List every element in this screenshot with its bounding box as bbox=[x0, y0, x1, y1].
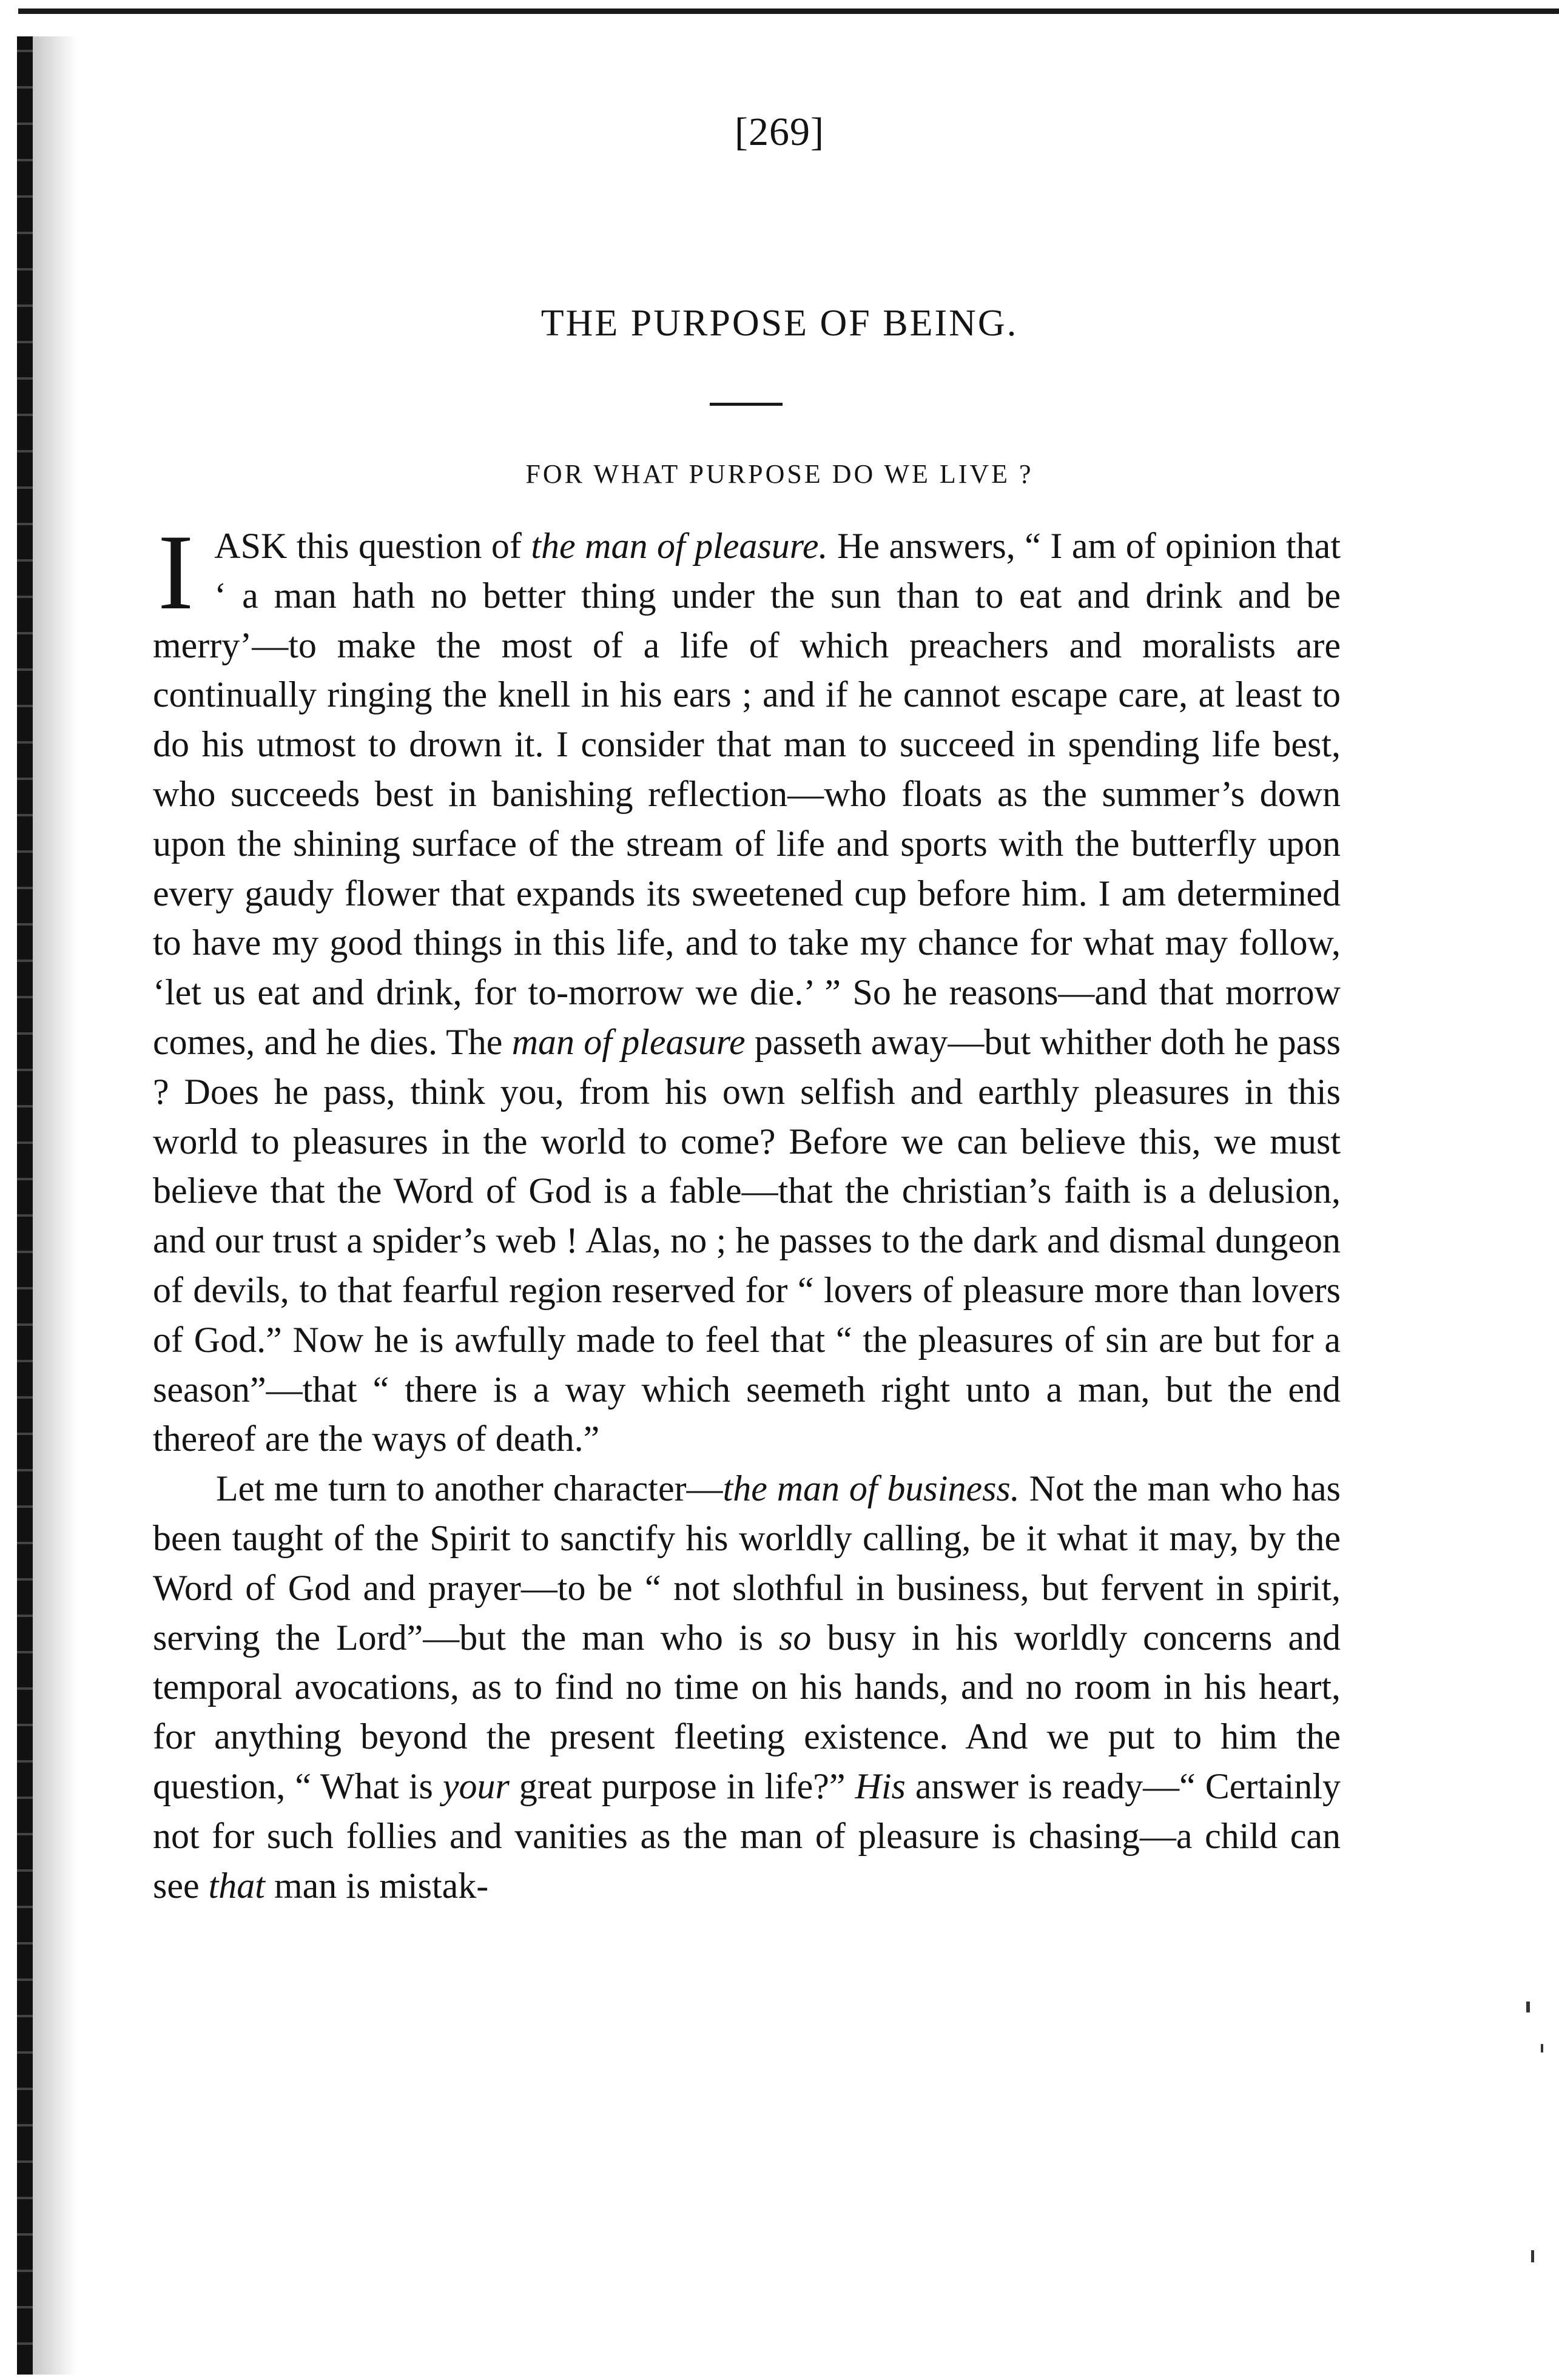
binding-shadow bbox=[33, 36, 76, 2375]
margin-speck bbox=[1541, 2044, 1543, 2052]
paragraph-2-italic-a: the man of business. bbox=[722, 1468, 1020, 1509]
section-heading: FOR WHAT PURPOSE DO WE LIVE ? bbox=[525, 459, 1034, 489]
drop-cap: I bbox=[158, 512, 194, 632]
paragraph-1-text-c: passeth away—but whither doth he pass ? Does he pass, think you, from his own selfish and earthly pleasures in this world to pleasures in the world to come? Before we can believe this, we must believe that the Word of God is a fable—that the christian’s faith is a delusion, and our trust a spider’s web ! Alas, no ; he passes to the dark and dismal dungeon of devils, to that fearful region reserved for “ lovers of pleasure more than lovers of God.” Now he is awfully made to feel that “ the pleasures of sin are but for a season”—that “ there is a way which seemeth right unto a man, but the end thereof are the ways of death.” bbox=[153, 1021, 1341, 1459]
paragraph-2-text-d: great purpose in life?” bbox=[509, 1766, 855, 1806]
paragraph-1-text-a: ASK this question of bbox=[214, 526, 531, 566]
paragraph-2-italic-d: His bbox=[855, 1766, 906, 1806]
paragraph-1-italic-b: man of pleasure bbox=[511, 1021, 746, 1062]
top-page-edge bbox=[18, 8, 1559, 14]
paragraph-2-italic-b: so bbox=[778, 1617, 812, 1658]
paragraph-2-italic-e: that bbox=[208, 1865, 265, 1906]
paragraph-2 bbox=[153, 1464, 1341, 1911]
margin-speck bbox=[1526, 2002, 1530, 2012]
paragraph-2-text-c: busy in his worldly concerns and temporal avocations, as to find no time on his hands, and no room in his heart, for anything beyond the present fleeting existence. And we put to him the question, “ What is bbox=[153, 1617, 1341, 1806]
body-text bbox=[153, 512, 1341, 1911]
margin-speck bbox=[1531, 2250, 1534, 2262]
title-divider bbox=[710, 403, 783, 406]
paragraph-1-italic-a: the man of pleasure. bbox=[531, 526, 828, 566]
page-number: [269] bbox=[735, 110, 824, 154]
chapter-title: THE PURPOSE OF BEING. bbox=[540, 303, 1019, 344]
paragraph-1 bbox=[153, 512, 1341, 1464]
binding-gutter-edge bbox=[17, 36, 33, 2375]
paragraph-2-text-b: Not the man who has been taught of the Spirit to sanctify his worldly calling, be it what it may, by the Word of God and prayer—to be “ not slothful in business, but fervent in spirit, serving the Lord”—but the man who is bbox=[153, 1468, 1341, 1658]
paragraph-2-text-a: Let me turn to another character— bbox=[216, 1468, 723, 1509]
paragraph-2-italic-c: your bbox=[442, 1766, 510, 1806]
paragraph-1-text-b: He answers, “ I am of opinion that ‘ a man hath no better thing under the sun than to eat and drink and be merry’—to make the most of a life of which preachers and moralists are continually ringing the knell in his ears ; and if he cannot escape care, at least to do his utmost to drown it. I consider that man to succeed in spending life best, who succeeds best in banishing reflection—who floats as the summer’s down upon the shining surface of the stream of life and sports with the butterfly upon every gaudy flower that expands its sweetened cup before him. I am determined to have my good things in this life, and to take my chance for what may follow, ‘let us eat and drink, for to-morrow we die.’ ” So he reasons—and that morrow comes, and he dies. The bbox=[153, 526, 1341, 1062]
paragraph-2-text-f: man is mistak- bbox=[264, 1865, 489, 1906]
paragraph-2-text-e: answer is ready—“ Certainly not for such follies and vanities as the man of pleasure is chasing—a child can see bbox=[153, 1766, 1341, 1906]
